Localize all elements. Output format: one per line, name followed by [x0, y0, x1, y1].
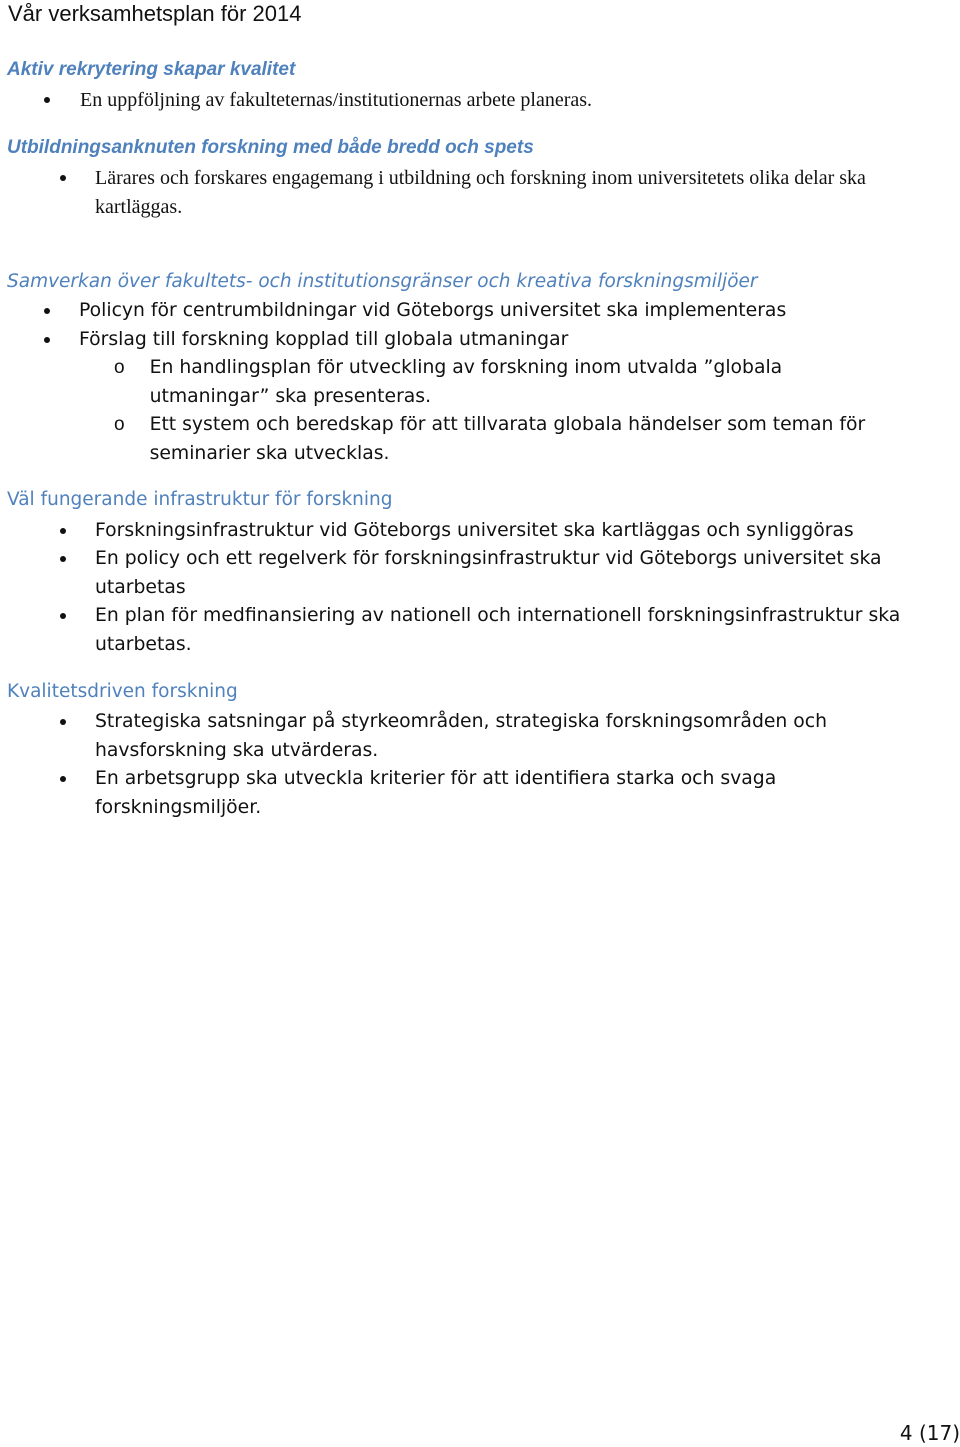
list-item	[44, 326, 944, 355]
list-item	[60, 517, 940, 546]
list-item-text: En uppföljning av fakulteternas/institutionernas arbete planeras.	[80, 89, 593, 111]
list-item	[44, 86, 944, 115]
section-heading-collaboration: Samverkan över fakultets- och institutionsgränser och kreativa forskningsmiljöer	[7, 271, 758, 292]
list-item	[60, 602, 940, 659]
list-item	[60, 545, 940, 602]
list-item-text: Lärares och forskares engagemang i utbildning och forskning inom universitetets olika delar ska kartläggas.	[95, 167, 866, 218]
bullet-icon	[60, 613, 66, 619]
bullet-icon	[60, 556, 66, 562]
bullet-icon	[60, 528, 66, 534]
list-item	[60, 708, 940, 765]
list-item	[44, 297, 944, 326]
bullet-icon	[60, 175, 66, 181]
list-item	[60, 164, 940, 221]
bullet-icon	[60, 776, 66, 782]
section-heading-recruitment: Aktiv rekrytering skapar kvalitet	[7, 59, 296, 80]
sub-list-item	[114, 354, 934, 411]
bullet-icon	[44, 97, 50, 103]
list-item-text: En policy och ett regelverk för forskningsinfrastruktur vid Göteborgs universitet ska utarbetas	[95, 548, 882, 598]
list-item-text: Förslag till forskning kopplad till globala utmaningar	[79, 329, 569, 350]
list-item-text: Forskningsinfrastruktur vid Göteborgs universitet ska kartläggas och synliggöras	[95, 520, 854, 541]
list-item-text: Strategiska satsningar på styrkeområden, strategiska forskningsområden och havsforskning ska utvärderas.	[95, 711, 828, 761]
sub-list-item-text: Ett system och beredskap för att tillvarata globala händelser som teman för seminarier ska utvecklas.	[149, 414, 866, 464]
list-item-text: En plan för medfinansiering av nationell och internationell forskningsinfrastruktur ska utarbetas.	[95, 605, 901, 655]
sub-list-item-text: En handlingsplan för utveckling av forskning inom utvalda ”globala utmaningar” ska presenteras.	[149, 357, 783, 407]
section-heading-infrastructure: Väl fungerande infrastruktur för forskning	[7, 489, 393, 510]
section-heading-quality-research: Kvalitetsdriven forskning	[7, 681, 238, 702]
list-item-text: En arbetsgrupp ska utveckla kriterier för att identifiera starka och svaga forskningsmiljöer.	[95, 768, 777, 818]
circle-bullet-icon: o	[114, 357, 125, 378]
circle-bullet-icon: o	[114, 414, 125, 435]
bullet-icon	[44, 308, 50, 314]
list-item-text: Policyn för centrumbildningar vid Göteborgs universitet ska implementeras	[79, 300, 787, 321]
bullet-icon	[44, 337, 50, 343]
list-item	[60, 765, 940, 822]
page-number: 4 (17)	[899, 1421, 960, 1445]
page-title: Vår verksamhetsplan för 2014	[8, 1, 302, 26]
bullet-icon	[60, 719, 66, 725]
section-heading-education-research: Utbildningsanknuten forskning med både bredd och spets	[7, 137, 534, 158]
sub-list-item	[114, 411, 934, 468]
